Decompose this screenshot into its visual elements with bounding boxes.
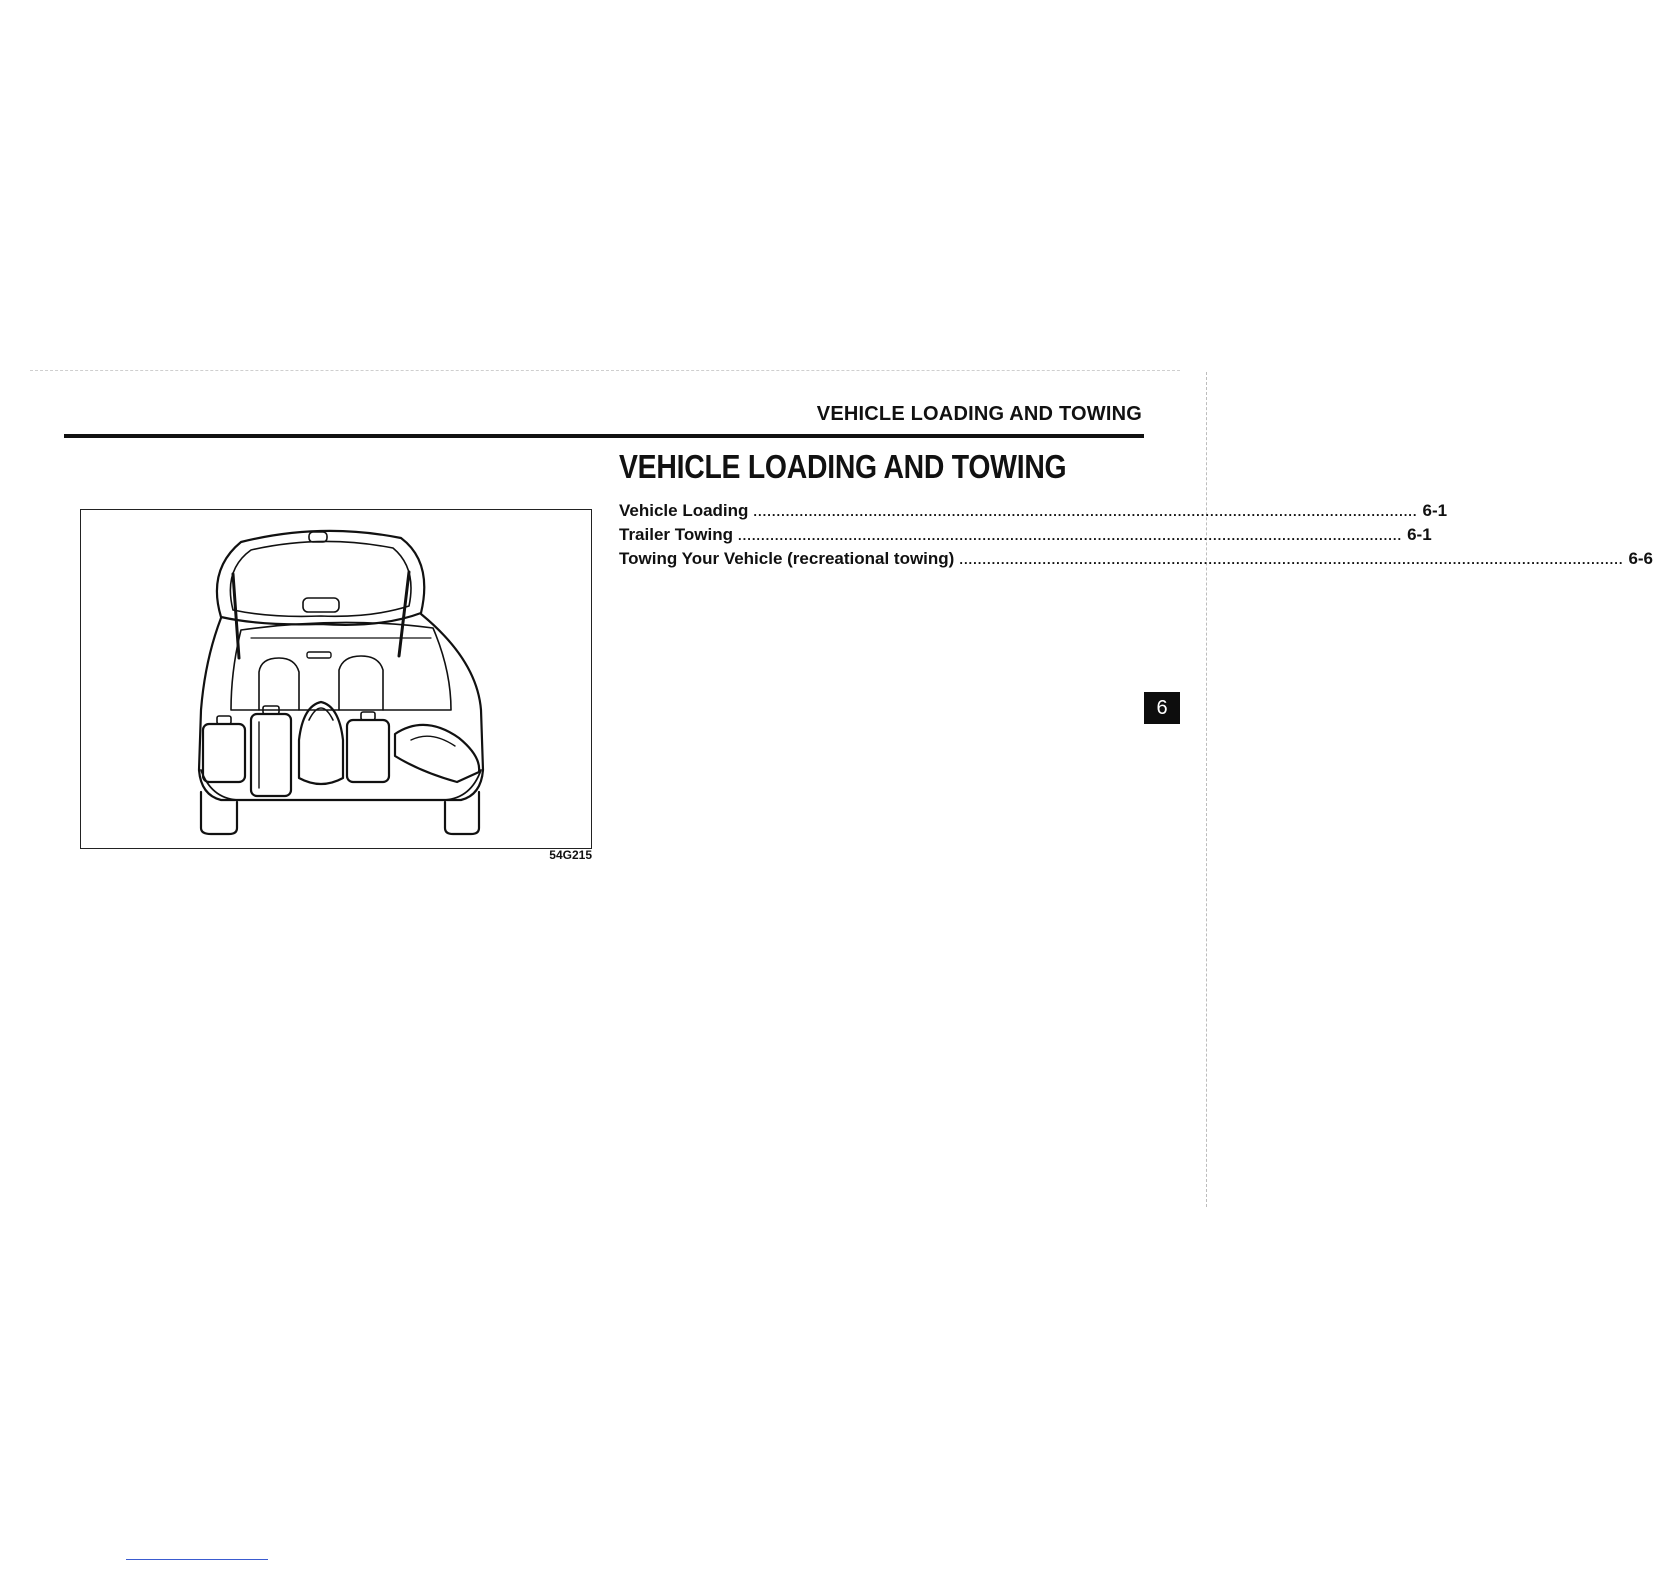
- toc-leader-dots: ................................................................................................................................................: [959, 552, 1624, 567]
- toc-leader-dots: ................................................................................................................................................: [753, 504, 1418, 519]
- toc-leader-dots: ................................................................................................................................................: [737, 528, 1403, 543]
- toc-label: Trailer Towing: [619, 525, 733, 544]
- toc-entry-vehicle-loading[interactable]: [619, 501, 1448, 525]
- left-seat: [259, 658, 299, 710]
- header-rule: [64, 434, 1144, 438]
- scan-edge-bottom: [126, 1559, 268, 1560]
- right-strut: [399, 572, 409, 656]
- toc-page-number: 6-1: [1407, 525, 1432, 544]
- chapter-tab[interactable]: 6: [1144, 692, 1180, 724]
- toc-entry-trailer-towing[interactable]: [619, 525, 1432, 549]
- rear-wiper-mount: [309, 532, 327, 542]
- car-body: [199, 614, 483, 800]
- brake-light: [303, 598, 339, 612]
- scan-edge-right: [1206, 372, 1207, 1207]
- right-seat: [339, 656, 383, 710]
- scan-edge-top: [30, 370, 1180, 371]
- toc-page-number: 6-1: [1422, 501, 1448, 520]
- duffel-bag: [299, 702, 343, 784]
- car-rear-luggage-drawing: [81, 510, 591, 848]
- suitcase-2: [251, 714, 291, 796]
- vehicle-loading-illustration: [80, 509, 592, 849]
- cooler-bag: [395, 725, 479, 782]
- toc-entry-towing-your-vehicle[interactable]: [619, 549, 1653, 573]
- right-wheel: [445, 792, 479, 834]
- chapter-title: VEHICLE LOADING AND TOWING: [619, 448, 1067, 485]
- suitcase-1: [203, 724, 245, 782]
- running-header: VEHICLE LOADING AND TOWING: [816, 403, 1142, 425]
- toc-label: Towing Your Vehicle (recreational towing): [619, 549, 955, 568]
- figure-code: 54G215: [549, 848, 592, 862]
- liftgate-window: [230, 541, 411, 616]
- rear-bumper: [201, 770, 481, 800]
- table-of-contents: [619, 501, 1653, 573]
- interior-mirror: [307, 652, 331, 658]
- toc-label: Vehicle Loading: [619, 501, 749, 520]
- suitcase-3: [347, 720, 389, 782]
- toc-page-number: 6-6: [1628, 549, 1653, 568]
